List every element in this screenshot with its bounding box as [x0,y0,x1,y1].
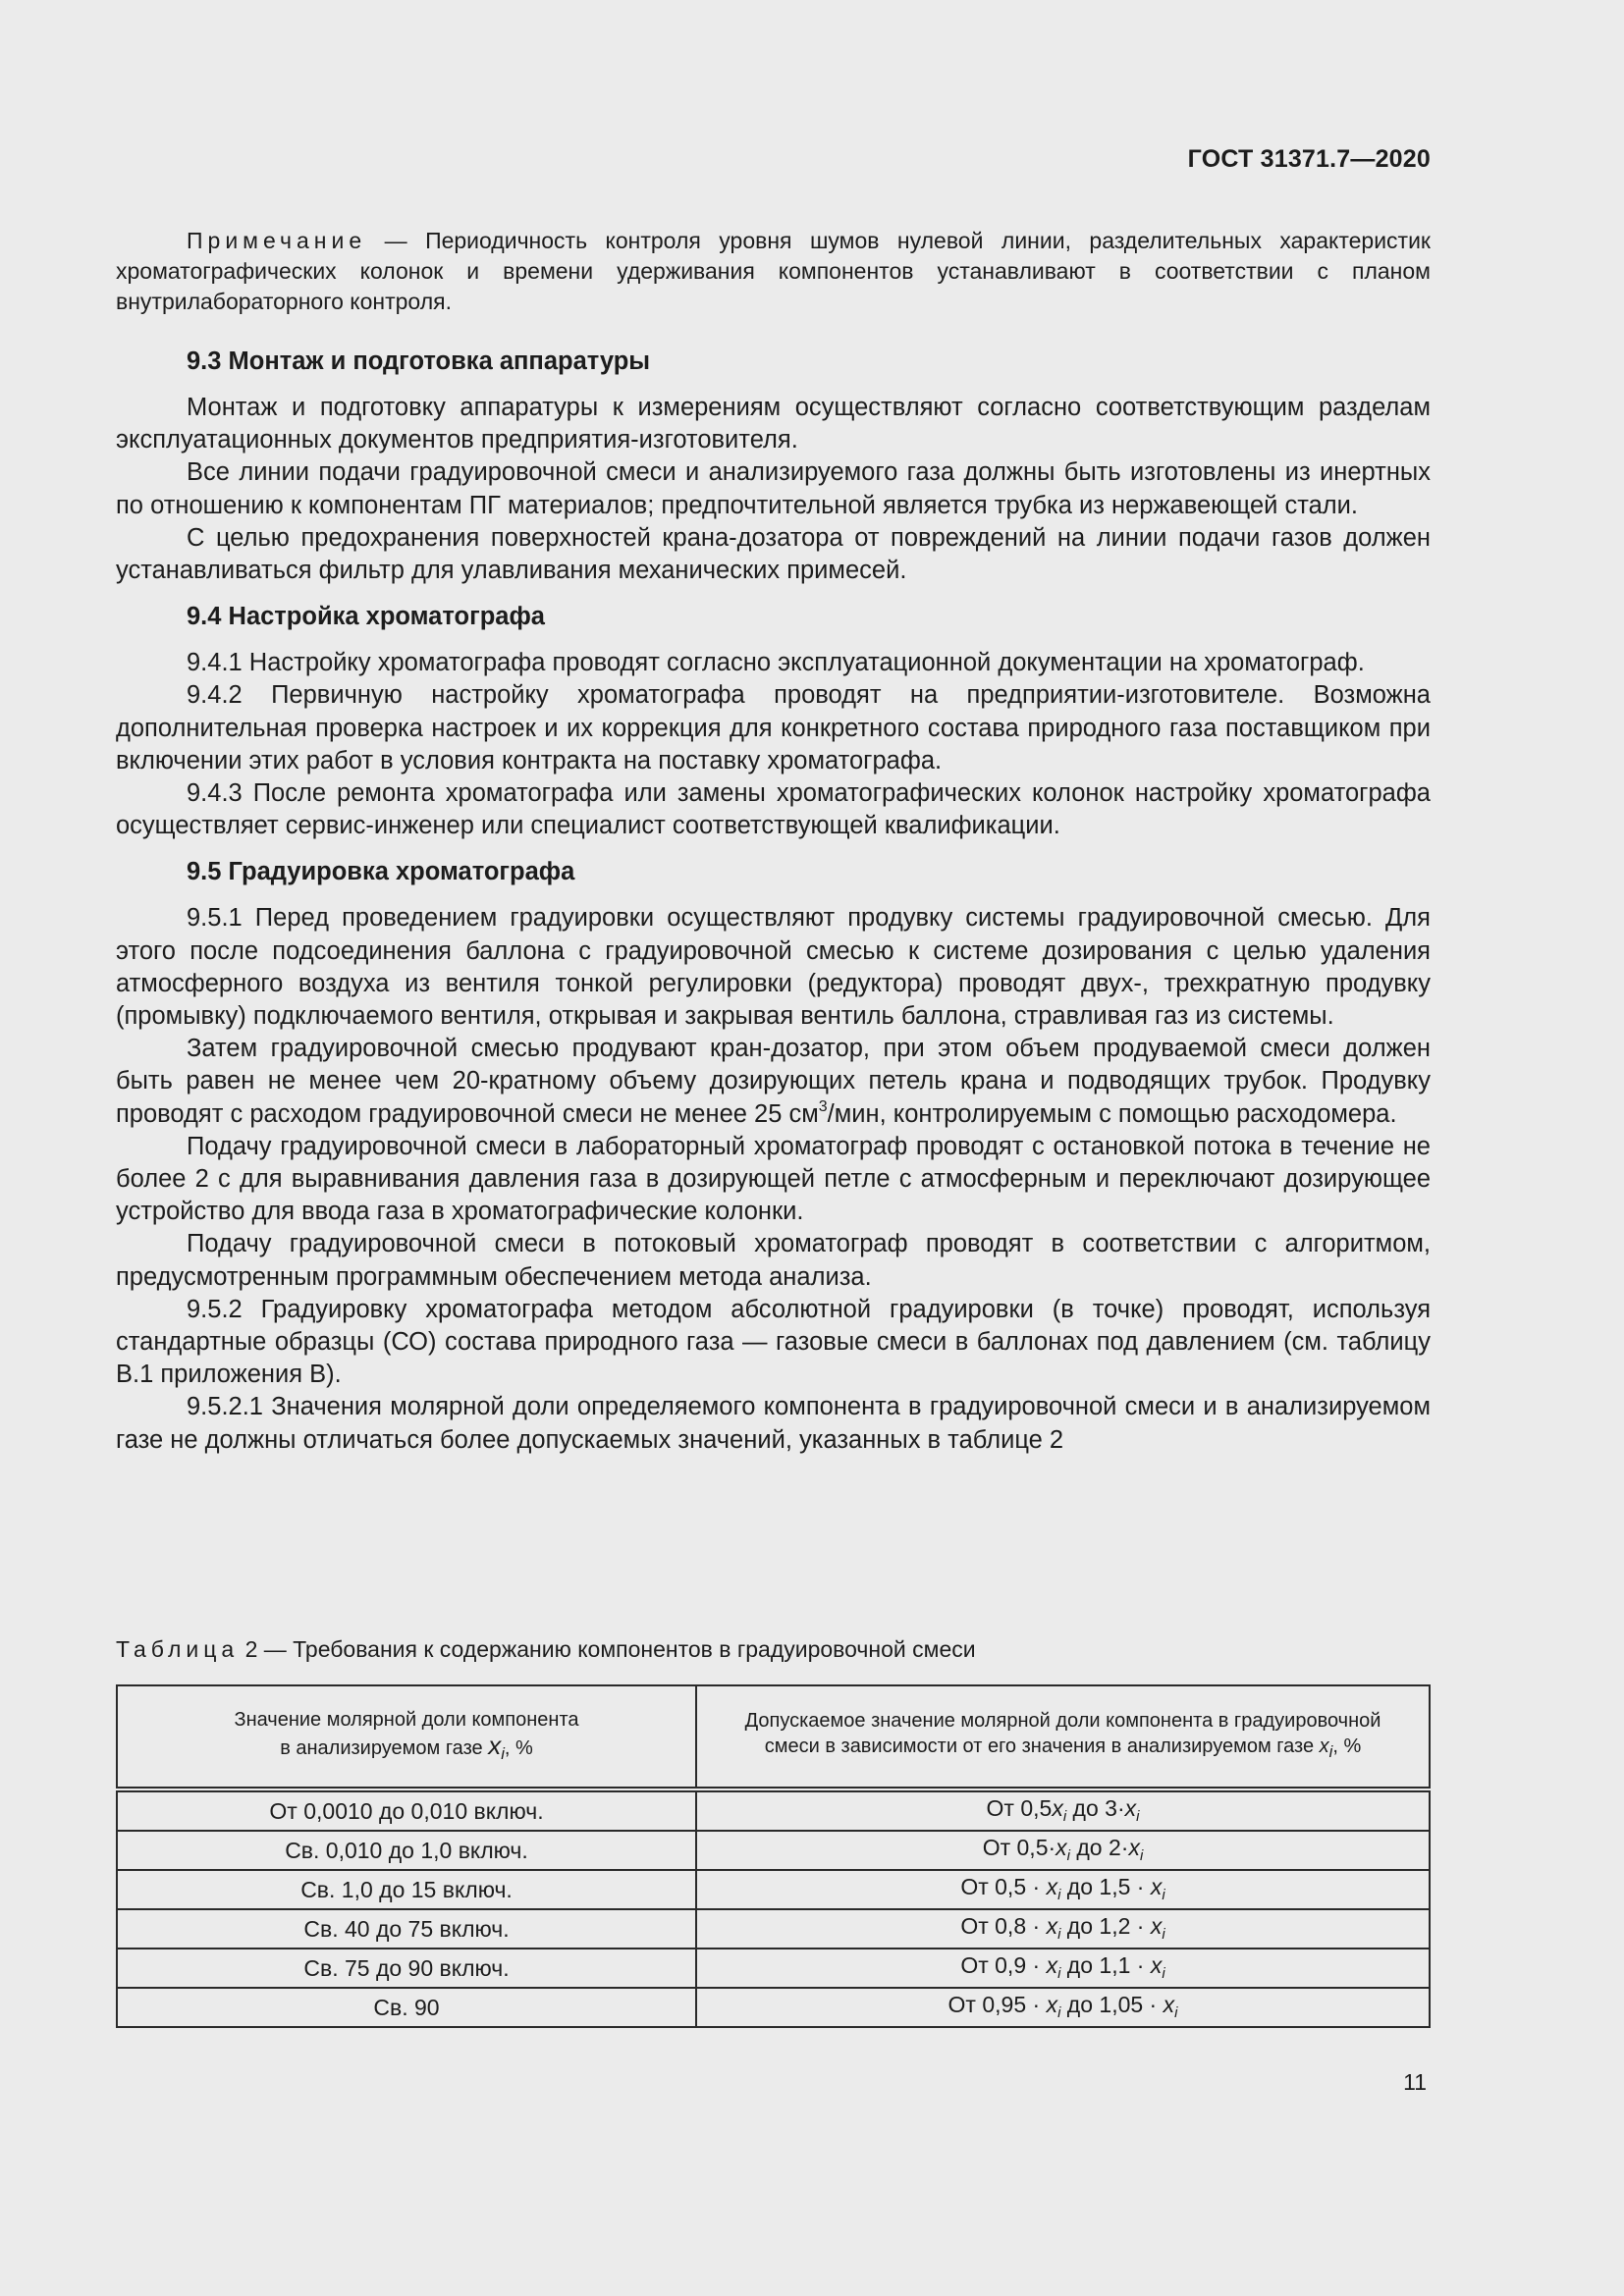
text-run: От 0,5 [986,1794,1053,1821]
text-run: От 0,8 · [960,1912,1047,1939]
text-run: /мин, контролируемым с помощью расходомера. [827,1099,1397,1128]
table-cell: Св. 1,0 до 15 включ. [117,1870,696,1909]
variable: x [1150,1873,1163,1899]
text-run: до 3· [1066,1794,1125,1821]
variable: x [1319,1735,1329,1757]
text-run: От 0,9 · [960,1951,1047,1978]
subscript: i [1136,1808,1140,1826]
text-run: От 0,5· [982,1834,1056,1860]
paragraph: С целью предохранения поверхностей крана-дозатора от повреждений на линии подачи газов должен устанавливаться фильтр для улавливания механических примесей. [116,523,1431,585]
table-cell: Св. 0,010 до 1,0 включ. [117,1831,696,1870]
table-row [117,1949,1430,1988]
subscript: i [1174,2004,1178,2022]
text-run: до 1,2 · [1060,1912,1151,1939]
header-text: , % [1332,1735,1362,1757]
paragraph: 9.4.2 Первичную настройку хроматографа проводят на предприятии-изготовителе. Возможна дополнительная проверка настроек и их коррекция для конкретного состава природного газа поставщиком при включении этих работ в условия контракта на поставку хроматографа. [116,681,1431,774]
subscript: i [1066,1847,1070,1865]
table-cell [696,1789,1430,1831]
paragraph: Монтаж и подготовку аппаратуры к измерениям осуществляют согласно соответствующим разделам эксплуатационных документов предприятия-изготовителя. [116,394,1431,454]
table-cell [696,1988,1430,2027]
text-run: Затем градуировочной смесью продувают кран-дозатор, при этом объем продуваемой смеси должен быть равен не менее чем 20-кратному объему дозирующих петель крана и подводящих трубок. Продувку проводят с расходом градуировочной смеси не менее 25 см [116,1035,1431,1128]
variable: x [1150,1912,1163,1939]
variable: x [1046,1873,1058,1899]
section-9-4-heading: 9.4 Настройка хроматографа [187,603,545,631]
text-run: до 1,1 · [1060,1951,1151,1978]
subscript: i [1139,1847,1144,1865]
paragraph: 9.5.1 Перед проведением градуировки осуществляют продувку системы градуировочной смесью. Для этого после подсоединения баллона с градуировочной смесью к системе дозирования с целью удаления атмосферного воздуха из вентиля тонкой регулировки (редуктора) проводят двух-, трехкратную продувку (промывку) подключаемого вентиля, открывая и закрывая вентиль баллона, стравливая газ из системы. [116,904,1431,1031]
variable: x [1150,1951,1163,1978]
paragraph: 9.4.3 После ремонта хроматографа или замены хроматографических колонок настройку хроматографа осуществляет сервис-инженер или специалист соответствующей квалификации. [116,779,1431,840]
table-cell: Св. 75 до 90 включ. [117,1949,696,1988]
variable: x [1163,1991,1175,2017]
header-text: , % [504,1736,533,1759]
table-row [117,1789,1430,1831]
note-paragraph [116,226,1431,317]
header-text: смеси в зависимости от его значения в анализируемом газе [764,1735,1320,1757]
text-run: до 1,5 · [1060,1873,1151,1899]
table-row [117,1831,1430,1870]
subscript: i [1057,2004,1061,2022]
table-cell [696,1831,1430,1870]
text-run: От 0,5 · [960,1873,1047,1899]
table-cell [696,1870,1430,1909]
text-run: до 2· [1070,1834,1129,1860]
table-header-cell [696,1685,1430,1789]
paragraph: 9.5.2.1 Значения молярной доли определяемого компонента в градуировочной смеси и в анализируемом газе не должны отличаться более допускаемых значений, указанных в таблице 2 [116,1393,1431,1454]
table-cell: Св. 90 [117,1988,696,2027]
section-9-5-heading: 9.5 Градуировка хроматографа [187,858,575,886]
body-text [116,346,1431,1457]
table-caption-text: 2 — Требования к содержанию компонентов в градуировочной смеси [239,1636,976,1662]
table-body [117,1789,1430,2027]
table-header-row [117,1685,1430,1789]
paragraph: 9.4.1 Настройку хроматографа проводят согласно эксплуатационной документации на хроматограф. [187,649,1365,677]
table-cell [696,1949,1430,1988]
header-text: Значение молярной доли компонента [234,1708,579,1731]
page-number: 11 [1403,2069,1427,2095]
paragraph: Подачу градуировочной смеси в потоковый хроматограф проводят в соответствии с алгоритмом, предусмотренным программным обеспечением метода анализа. [116,1230,1431,1291]
paragraph: Подачу градуировочной смеси в лабораторный хроматограф проводят с остановкой потока в течение не более 2 с для выравнивания давления газа в дозирующей петле с атмосферным и переключают дозирующее устройство для ввода газа в хроматографические колонки. [116,1132,1431,1226]
subscript: i [1057,1887,1061,1904]
text-run: до 1,05 · [1060,1991,1164,2017]
table-cell [696,1909,1430,1949]
table-caption-label: Таблица [116,1636,240,1662]
paragraph: 9.5.2 Градуировку хроматографа методом абсолютной градуировки (в точке) проводят, используя стандартные образцы (СО) состава природного газа — газовые смеси в баллонах под давлением (см. таблицу В.1 приложения В). [116,1295,1431,1389]
note-label: Примечание [187,228,367,253]
superscript: 3 [818,1097,828,1115]
variable: x [1128,1834,1140,1860]
document-id: ГОСТ 31371.7—2020 [1187,145,1431,173]
section-9-3-heading: 9.3 Монтаж и подготовка аппаратуры [187,347,651,375]
subscript: i [1062,1808,1067,1826]
variable: x [488,1730,502,1760]
subscript: i [1057,1926,1061,1944]
text-run: От 0,95 · [947,1991,1047,2017]
variable: x [1046,1951,1058,1978]
header-text: Допускаемое значение молярной доли компонента в градуировочной [744,1710,1381,1732]
table-cell: От 0,0010 до 0,010 включ. [117,1789,696,1831]
variable: x [1046,1991,1058,2017]
table-cell: Св. 40 до 75 включ. [117,1909,696,1949]
variable: x [1052,1794,1063,1821]
subscript: i [501,1743,505,1763]
table-caption [116,1636,976,1663]
requirements-table [116,1684,1431,2028]
subscript: i [1162,1965,1165,1983]
subscript: i [1162,1926,1165,1944]
subscript: i [1162,1887,1165,1904]
variable: x [1056,1834,1067,1860]
subscript: i [1328,1742,1333,1761]
variable: x [1124,1794,1137,1821]
header-text: в анализируемом газе [280,1736,489,1759]
table-row [117,1870,1430,1909]
paragraph: Все линии подачи градуировочной смеси и анализируемого газа должны быть изготовлены из инертных по отношению к компонентам ПГ материалов; предпочтительной является трубка из нержавеющей стали. [116,458,1431,519]
table-row [117,1909,1430,1949]
note-text: — Периодичность контроля уровня шумов нулевой линии, разделительных характеристик хроматографических колонок и времени удерживания компонентов устанавливают в соответствии с планом внутрилабораторного контроля. [116,228,1431,314]
table-header-cell [117,1685,696,1789]
subscript: i [1057,1965,1061,1983]
paragraph [116,1033,1431,1131]
table-row [117,1988,1430,2027]
variable: x [1046,1912,1058,1939]
